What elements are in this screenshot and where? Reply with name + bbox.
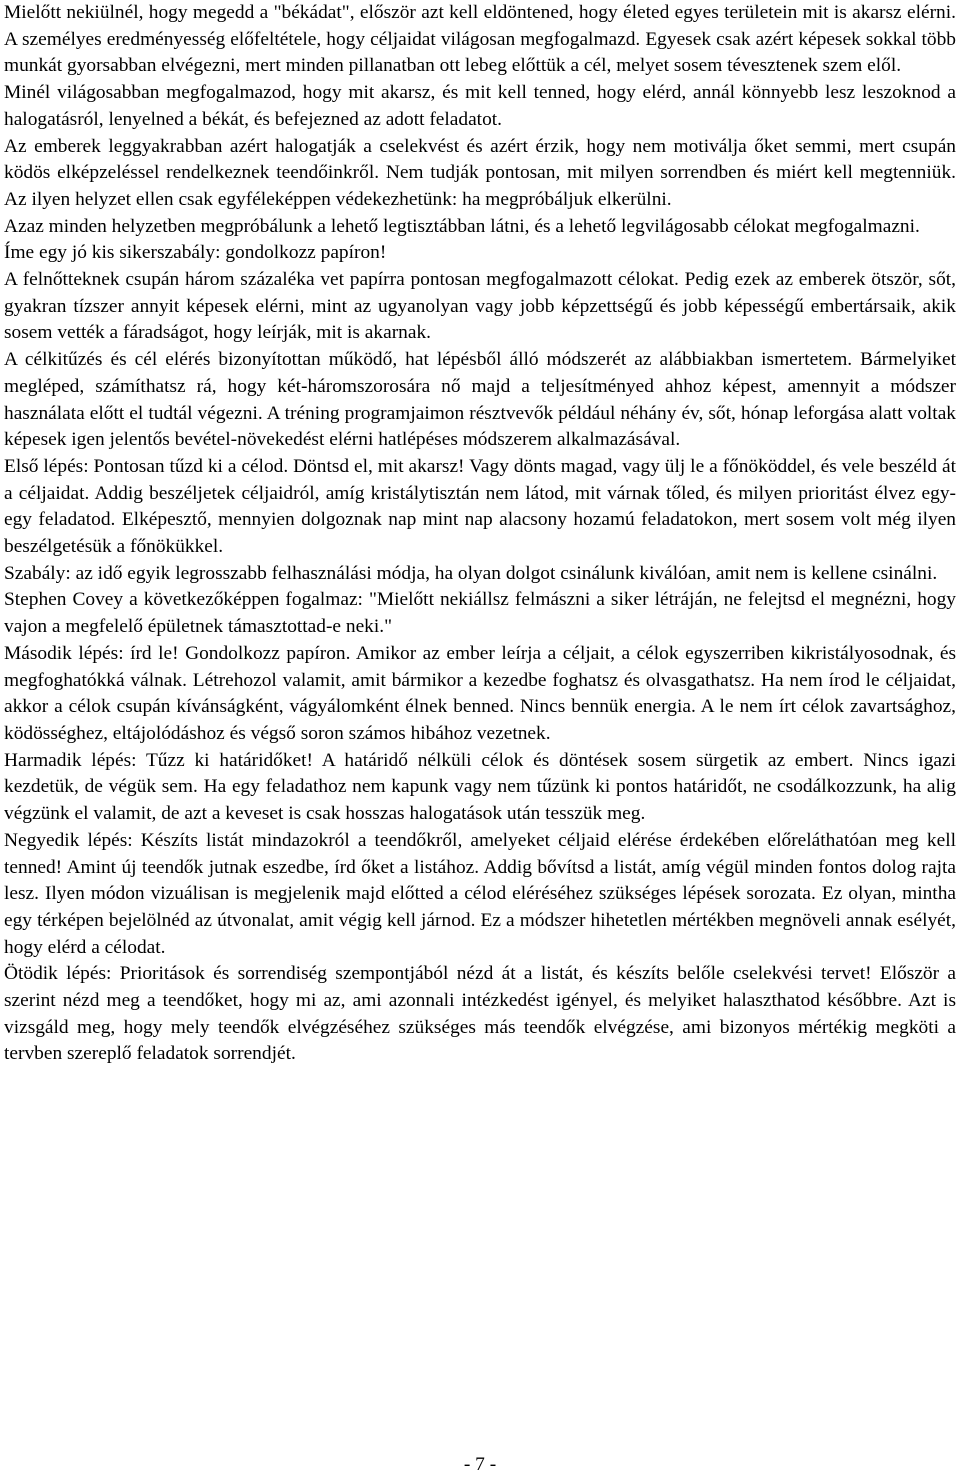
paragraph-step-four: Negyedik lépés: Készíts listát mindazokról a teendőkről, amelyeket céljaid elérése érdekében előreláthatóan meg kell tenned! Amint új teendők jutnak eszedbe, írd őket a listához. Addig bővítsd a listát, amíg végül minden fontos dolog rajta lesz. Ilyen módon vizuálisan is megjelenik majd előtted a célod eléréséhez szükséges lépések sorozata. Ez olyan, mintha egy térképen bejelölnéd az útvonalat, amit végig kell járnod. Ez a módszer hihetetlen mértékben megnöveli annak esélyét, hogy elérd a célodat. — [4, 829, 956, 958]
paragraph-step-two: Második lépés: írd le! Gondolkozz papíron. Amikor az ember leírja a céljait, a célok egyszerriben kikristályosodnak, és megfoghatókká válnak. Létrehozol valamit, amit bármikor a kezedbe foghatsz és olvasgathatsz. Ha nem írod le céljaidat, akkor a célok csupán kívánságként, vágyálomként élnek benned. Nincs bennük energia. A le nem írt célok zavartsághoz, ködösséghez, eltájolódáshoz és végső soron számos hibához vezetnek. — [4, 642, 956, 744]
paragraph-step-one: Első lépés: Pontosan tűzd ki a célod. Döntsd el, mit akarsz! Vagy dönts magad, vagy ülj le a főnököddel, és vele beszéld át a céljaidat. Addig beszéljetek céljaidról, amíg kristálytisztán nem látod, mit várnak tőled, és milyen prioritást élvez egy-egy feladatod. Elképesztő, mennyien dolgoznak nap mint nap alacsony hozamú feladatokon, mert sosem volt még ilyen beszélgetésük a főnökükkel. — [4, 455, 956, 558]
page-number: - 7 - — [463, 1454, 497, 1475]
paragraph-procrastination: Az emberek leggyakrabban azért halogatják a cselekvést és azért érzik, hogy nem motiválja őket semmi, mert csupán ködös elképzeléssel rendelkeznek teendőinkről. Nem tudják pontosan, mit milyen sorrendben és miért kell megtenniük. Az ilyen helyzet ellen csak egyféleképpen védekezhetünk: ha megpróbáljuk elkerülni. — [4, 135, 956, 210]
paragraph-clear-goals: Azaz minden helyzetben megpróbálunk a lehető legtisztábban látni, és a lehető legvilágosabb célokat megfogalmazni. — [4, 215, 920, 237]
paragraph-method: A célkitűzés és cél elérés bizonyítottan működő, hat lépésből álló módszerét az alábbiakban ismertetem. Bármelyiket megléped, számíthatsz rá, hogy két-háromszorosára nő majd a teljesítményed ahhoz képest, amennyit a módszer használata előtt el tudtál végezni. A tréning programjaimon résztvevők például néhány év, sőt, hónap leforgása alatt voltak képesek igen jelentős bevétel-növekedést elérni hatlépéses módszerem alkalmazásával. — [4, 349, 956, 451]
paragraph-step-five: Ötödik lépés: Prioritások és sorrendiség szempontjából nézd át a listát, és készíts belőle cselekvési tervet! Először a szerint nézd meg a teendőket, hogy mi az, ami azonnali intézkedést igényel, és melyiket halaszthatod későbbre. Azt is vizsgáld meg, hogy mely teendők elvégzéséhez szükséges más teendők elvégzése, ami bizonyos mértékig megköti a tervben szereplő feladatok sorrendjét. — [4, 963, 956, 1065]
paragraph-statistics: A felnőtteknek csupán három százaléka vet papírra pontosan megfogalmazott célokat. Pedig ezek az emberek ötször, sőt, gyakran tízszer annyit képesek elérni, mint az ugyanolyan vagy jobb képzettségű és jobb képességű embertársaik, akik sosem vették a fáradságot, hogy leírják, mit is akarnak. — [4, 269, 956, 344]
paragraph-success-rule: Íme egy jó kis sikerszabály: gondolkozz papíron! — [4, 242, 387, 264]
paragraph-covey-quote: Stephen Covey a következőképpen fogalmaz: "Mielőtt nekiállsz felmászni a siker létráján, ne felejtsd el megnézni, hogy vajon a megfelelő épületnek támasztottad-e neki." — [4, 589, 956, 638]
paragraph-intro: Mielőtt nekiülnél, hogy megedd a "békádat", először azt kell eldöntened, hogy életed egyes területein mit is akarsz elérni. A személyes eredményesség előfeltétele, hogy céljaidat világosan megfogalmazd. Egyesek csak azért képesek sokkal több munkát gyorsabban elvégezni, mert minden pillanatban ott lebeg előttük a cél, melyet sosem tévesztenek szem elől. — [4, 2, 956, 77]
document-body — [4, 0, 956, 1068]
paragraph-clarity: Minél világosabban megfogalmazod, hogy mit akarsz, és mit kell tenned, hogy elérd, annál könnyebb lesz leszoknod a halogatásról, lenyelned a békát, és befejezned az adott feladatot. — [4, 82, 956, 130]
paragraph-rule: Szabály: az idő egyik legrosszabb felhasználási módja, ha olyan dolgot csinálunk kiválóan, amit nem is kellene csinálni. — [4, 562, 938, 584]
paragraph-step-three: Harmadik lépés: Tűzz ki határidőket! A határidő nélküli célok és döntések sosem sürgetik az embert. Nincs igazi kezdetük, de végük sem. Ha egy feladathoz nem kapunk vagy nem tűzünk ki pontos határidőt, ne csodálkozzunk, ha alig végzünk el valamit, de azt a keveset is csak hosszas halogatások után tesszük meg. — [4, 749, 956, 825]
